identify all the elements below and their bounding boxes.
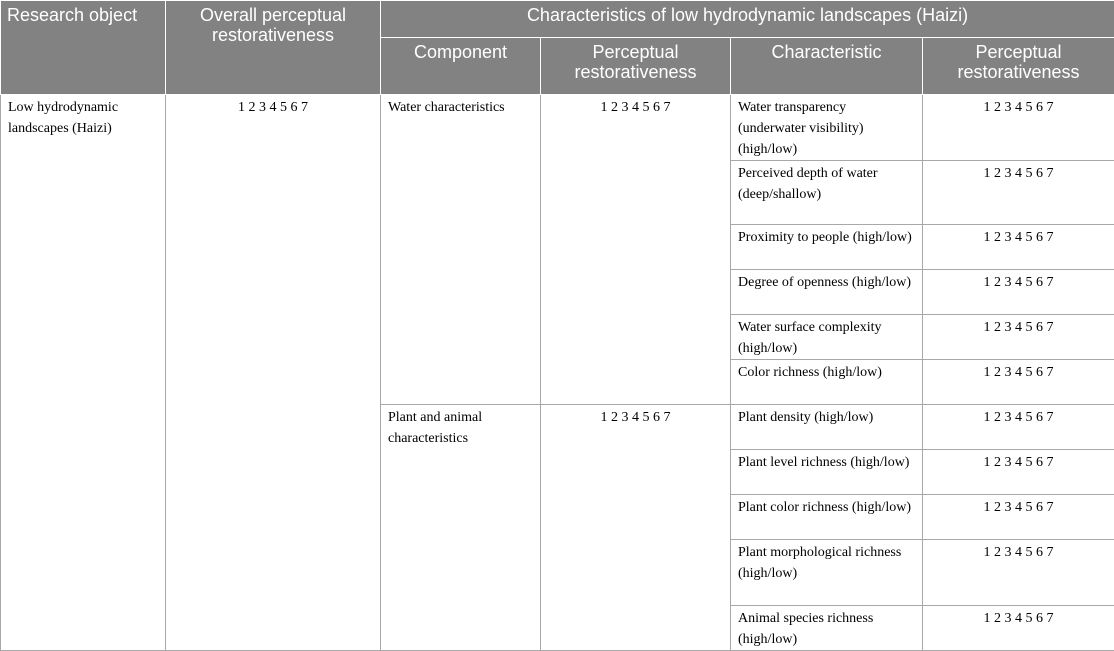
component-name-cell: Water characteristics xyxy=(381,95,541,405)
characteristic-scale-cell: 1 2 3 4 5 6 7 xyxy=(923,495,1114,540)
characteristic-cell: Plant level richness (high/low) xyxy=(731,450,923,495)
component-name-cell: Plant and animal characteristics xyxy=(381,405,541,651)
characteristic-scale-cell: 1 2 3 4 5 6 7 xyxy=(923,450,1114,495)
characteristic-cell: Color richness (high/low) xyxy=(731,360,923,405)
component-scale-cell: 1 2 3 4 5 6 7 xyxy=(541,95,731,405)
characteristic-scale-cell: 1 2 3 4 5 6 7 xyxy=(923,161,1114,225)
characteristic-scale-cell: 1 2 3 4 5 6 7 xyxy=(923,225,1114,270)
header-characteristic-restorativeness: Perceptual restorativeness xyxy=(923,38,1114,95)
characteristic-cell: Water transparency (underwater visibility) (high/low) xyxy=(731,95,923,161)
characteristic-cell: Perceived depth of water (deep/shallow) xyxy=(731,161,923,225)
characteristic-cell: Proximity to people (high/low) xyxy=(731,225,923,270)
characteristic-cell: Plant morphological richness (high/low) xyxy=(731,540,923,606)
characteristic-scale-cell: 1 2 3 4 5 6 7 xyxy=(923,270,1114,315)
characteristic-scale-cell: 1 2 3 4 5 6 7 xyxy=(923,315,1114,360)
characteristic-scale-cell: 1 2 3 4 5 6 7 xyxy=(923,360,1114,405)
research-object-cell: Low hydrodynamic landscapes (Haizi) xyxy=(1,95,166,651)
header-research-object: Research object xyxy=(1,1,166,95)
characteristic-scale-cell: 1 2 3 4 5 6 7 xyxy=(923,540,1114,606)
characteristic-cell: Animal species richness (high/low) xyxy=(731,606,923,651)
characteristic-cell: Degree of openness (high/low) xyxy=(731,270,923,315)
characteristic-cell: Plant density (high/low) xyxy=(731,405,923,450)
overall-scale-cell: 1 2 3 4 5 6 7 xyxy=(166,95,381,651)
characteristic-cell: Plant color richness (high/low) xyxy=(731,495,923,540)
header-component-restorativeness: Perceptual restorativeness xyxy=(541,38,731,95)
characteristic-scale-cell: 1 2 3 4 5 6 7 xyxy=(923,606,1114,651)
characteristic-cell: Water surface complexity (high/low) xyxy=(731,315,923,360)
header-overall-restorativeness: Overall perceptual restorativeness xyxy=(166,1,381,95)
header-component: Component xyxy=(381,38,541,95)
header-characteristics-group: Characteristics of low hydrodynamic landscapes (Haizi) xyxy=(381,1,1114,38)
characteristic-scale-cell: 1 2 3 4 5 6 7 xyxy=(923,405,1114,450)
component-scale-cell: 1 2 3 4 5 6 7 xyxy=(541,405,731,651)
header-characteristic: Characteristic xyxy=(731,38,923,95)
characteristic-scale-cell: 1 2 3 4 5 6 7 xyxy=(923,95,1114,161)
